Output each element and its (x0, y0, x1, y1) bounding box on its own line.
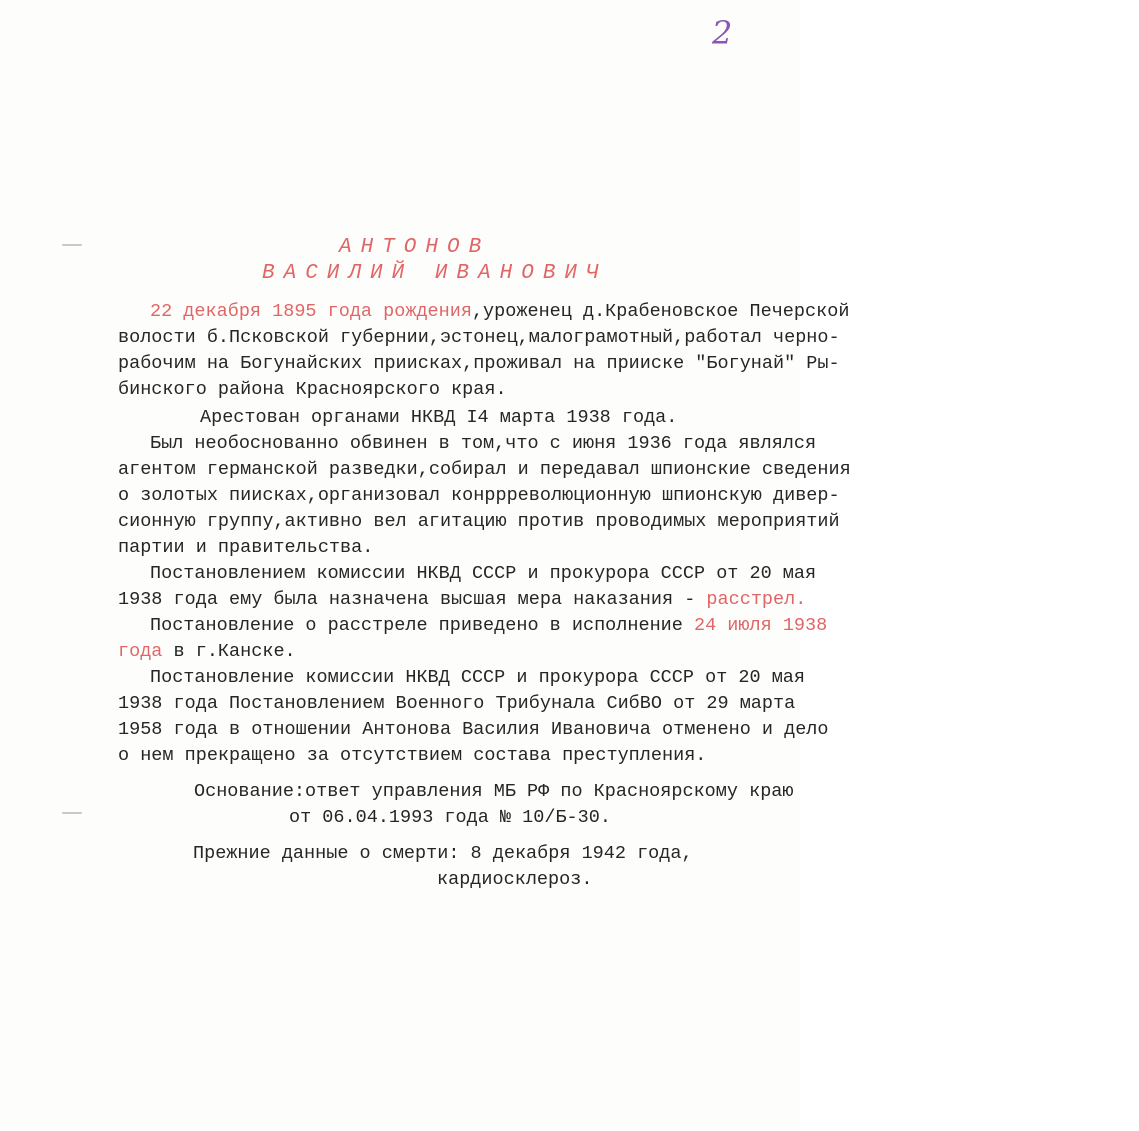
rehab-line-1: Постановление комиссии НКВД СССР и прокурора СССР от 20 мая (150, 667, 806, 688)
birth-date: 22 декабря 1895 года рождения (150, 301, 472, 322)
sentence-line-1: Постановлением комиссии НКВД СССР и прокурора СССР от 20 мая (150, 563, 817, 584)
execution-place: в г.Канске. (162, 641, 296, 662)
rehab-line-4: о нем прекращено за отсутствием состава преступления. (118, 745, 707, 766)
rehab-line-3: 1958 года в отношении Антонова Василия Ивановича отменено и дело (118, 719, 829, 740)
execution-line-2 (118, 639, 296, 665)
prior-death-line-1: Прежние данные о смерти: 8 декабря 1942 года, (193, 843, 693, 864)
birthplace: ,уроженец д.Крабеновское Печерской (471, 301, 850, 322)
punch-mark (62, 812, 82, 814)
basis-line-1: Основание:ответ управления МБ РФ по Красноярскому краю (194, 781, 794, 802)
prior-death-line-2: кардиосклероз. (437, 869, 593, 890)
surname-heading: АНТОНОВ (339, 236, 491, 259)
basis-line-2: от 06.04.1993 года № 10/Б-30. (289, 807, 611, 828)
bio-line-3: рабочим на Богунайских приисках,проживал на прииске "Богунай" Ры- (118, 353, 840, 374)
execution-line-1 (150, 613, 827, 639)
handwritten-page-number: 2 (712, 14, 733, 52)
accusation-line-4: сионную группу,активно вел агитацию против проводимых мероприятий (118, 511, 840, 532)
sentence-verdict: расстрел. (706, 589, 807, 610)
execution-year-word: года (118, 641, 163, 662)
bio-line-4: бинского района Красноярского края. (118, 379, 507, 400)
accusation-line-2: агентом германской разведки,собирал и передавал шпионские сведения (118, 459, 851, 480)
punch-mark (62, 244, 82, 246)
bio-line-1 (150, 299, 849, 325)
sentence-line-2 (118, 587, 806, 613)
accusation-line-3: о золотых пиисках,организовал конррреволюционную шпионскую дивер- (118, 485, 840, 506)
sentence-text: 1938 года ему была назначена высшая мера наказания - (118, 589, 707, 610)
execution-date: 24 июля 1938 (694, 615, 828, 636)
bio-line-2: волости б.Псковской губернии,эстонец,малограмотный,работал черно- (118, 327, 840, 348)
arrest-line: Арестован органами НКВД I4 марта 1938 года. (200, 407, 678, 428)
accusation-line-1: Был необоснованно обвинен в том,что с июня 1936 года являлся (150, 433, 817, 454)
execution-text: Постановление о расстреле приведено в исполнение (150, 615, 694, 636)
given-names-heading: ВАСИЛИЙ ИВАНОВИЧ (262, 262, 608, 285)
rehab-line-2: 1938 года Постановлением Военного Трибунала СибВО от 29 марта (118, 693, 796, 714)
accusation-line-5: партии и правительства. (118, 537, 374, 558)
